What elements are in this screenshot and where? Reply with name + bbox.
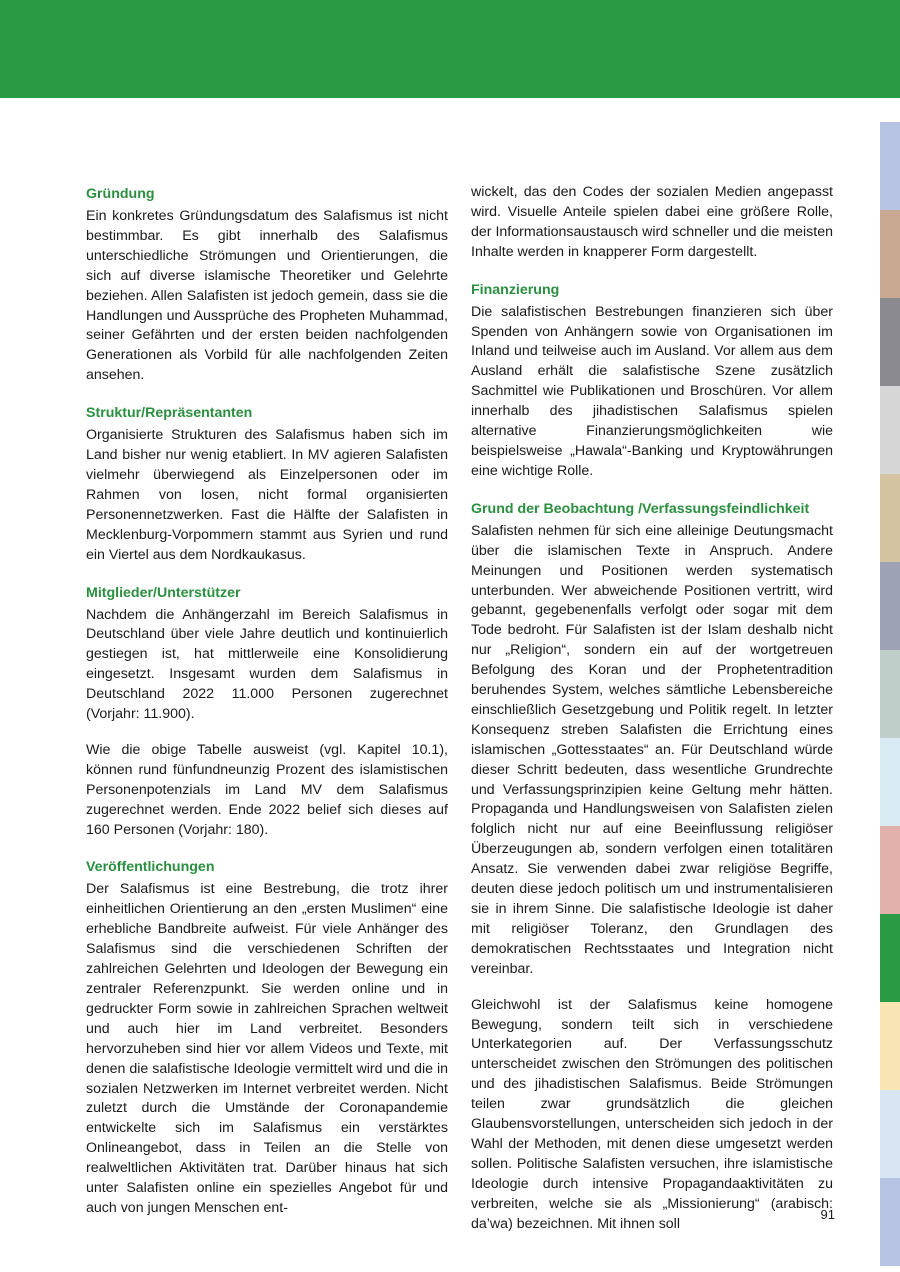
paragraph: Gleichwohl ist der Salafismus keine homogene Bewegung, sondern teilt sich in verschiedene Unterkategorien auf. Der Verfassungsschutz unterscheidet zwischen den Strömungen des politischen und des jihadistischen Salafismus. Beide Strömungen teilen zwar grundsätzlich die gleichen Glaubensvorstellungen, unterscheiden sich jedoch in der Wahl der Methoden, mit denen diese umgesetzt werden sollen. Politische Salafisten versuchen, ihre islamistische Ideologie durch intensive Propagandaaktivitäten zu verbreiten, welche sie als „Missionierung“ (arabisch: da’wa) bezeichnen. Mit ihnen soll: [471, 996, 833, 1232]
chapter-tab[interactable]: [880, 122, 900, 210]
chapter-tab[interactable]: [880, 298, 900, 386]
section-heading: Finanzierung: [471, 281, 560, 298]
section-heading: Struktur/Repräsentanten: [86, 405, 253, 422]
chapter-tab[interactable]: [880, 738, 900, 826]
section-heading: Gründung: [86, 186, 155, 202]
chapter-tab-active[interactable]: [880, 914, 900, 1002]
paragraph: Nachdem die Anhängerzahl im Bereich Salafismus in Deutschland über viele Jahre deutlich und kontinuierlich gestiegen ist, hat mittlerweile eine Konsolidierung eingesetzt. Insgesamt wurden dem Salafismus in Deutschland 2022 11.000 Personen zugerechnet (Vorjahr: 11.900).: [86, 606, 448, 723]
top-banner: [0, 0, 900, 98]
page-number: 91: [820, 1207, 835, 1222]
chapter-tab[interactable]: [880, 474, 900, 562]
chapter-tab[interactable]: [880, 1002, 900, 1090]
paragraph: Organisierte Strukturen des Salafismus haben sich im Land bisher nur wenig etabliert. In MV agieren Salafisten vielmehr überwiegend als Einzelpersonen oder im Rahmen von losen, nicht formal organisierten Personennetzwerken. Fast die Hälfte der Salafisten in Mecklenburg-Vorpommern stammt aus Syrien und rund ein Viertel aus dem Nordkaukasus.: [86, 427, 448, 563]
chapter-tab[interactable]: [880, 1178, 900, 1266]
section-heading: Grund der Beobachtung /Verfassungsfeindlichkeit: [471, 500, 810, 517]
chapter-tab[interactable]: [880, 1090, 900, 1178]
paragraph-continuation: wickelt, das den Codes der sozialen Medien angepasst wird. Visuelle Anteile spielen dabei eine größere Rolle, der Informationsaustausch wird schneller und die meisten Inhalte werden in knapperer Form dargestellt.: [471, 184, 833, 260]
chapter-tab[interactable]: [880, 562, 900, 650]
chapter-tab[interactable]: [880, 386, 900, 474]
section-heading: Mitglieder/Unterstützer: [86, 584, 241, 601]
chapter-tabs: [880, 122, 900, 1272]
paragraph: Salafisten nehmen für sich eine alleinige Deutungsmacht über die islamischen Texte in Anspruch. Andere Meinungen und Positionen werden systematisch unterbunden. Wer abweichende Positionen vertritt, wird gebannt, gegebenenfalls verfolgt oder sogar mit dem Tode bedroht. Für Salafisten ist der Islam deshalb nicht nur „Religion“, sondern ein auf der wortgetreuen Befolgung des Koran und der Prophetentradition beruhendes System, welches sämtliche Lebensbereiche einschließlich Gesetzgebung und Politik regelt. In letzter Konsequenz streben Salafisten die Errichtung eines islamischen „Gottesstaates“ an. Für Deutschland würde dieser Schritt bedeuten, dass wesentliche Grundrechte und Verfassungsprinzipien keine Geltung mehr hätten. Propaganda und Handlungsweisen von Salafisten zielen folglich nicht nur auf eine Beeinflussung religiöser Überzeugungen ab, sondern verfolgen einen totalitären Ansatz. Sie verwenden dabei zwar religiöse Begriffe, deuten diese jedoch politisch um und instrumentalisieren sie in ihrem Sinne. Die salafistische Ideologie ist daher mit religiöser Toleranz, den Grundlagen des demokratischen Rechtsstaates und Integration nicht vereinbar.: [471, 522, 833, 977]
chapter-tab[interactable]: [880, 210, 900, 298]
section-heading: Veröffentlichungen: [86, 859, 215, 876]
chapter-tab[interactable]: [880, 826, 900, 914]
paragraph: Wie die obige Tabelle ausweist (vgl. Kapitel 10.1), können rund fünfundneunzig Prozent des islamistischen Personenpotenzials im Land MV dem Salafismus zugerechnet werden. Ende 2022 belief sich dieses auf 160 Personen (Vorjahr: 180).: [86, 741, 448, 838]
right-column: [471, 183, 833, 1235]
paragraph: Ein konkretes Gründungsdatum des Salafismus ist nicht bestimmbar. Es gibt innerhalb des Salafismus unterschiedliche Strömungen und Orientierungen, die sich auf diverse islamische Theoretiker und Gelehrte beziehen. Allen Salafisten ist jedoch gemein, dass sie die Handlungen und Aussprüche des Propheten Muhammad, seiner Gefährten und der ersten beiden nachfolgenden Generationen als Vorbild für alle nachfolgenden Zeiten ansehen.: [86, 208, 448, 384]
paragraph: Der Salafismus ist eine Bestrebung, die trotz ihrer einheitlichen Orientierung an den „ersten Muslimen“ eine erhebliche Bandbreite aufweist. Für viele Anhänger des Salafismus sind die verschiedenen Schriften der zahlreichen Gelehrten und Ideologen der Bewegung ein zentraler Referenzpunkt. Sie werden online und in gedruckter Form sowie in zahlreichen Sprachen weltweit und auch hier im Land verbreitet. Besonders hervorzuheben sind hier vor allem Videos und Texte, mit denen die salafistische Ideologie vermittelt wird und die in sozialen Netzwerken im Internet verbreitet werden. Nicht zuletzt durch die Umstände der Coronapandemie entwickelte sich im Salafismus ein verstärktes Onlineangebot, dass in Teilen an die Stelle von realweltlichen Aktivitäten trat. Darüber hinaus hat sich unter Salafisten online ein spezielles Angebot für und auch von jungen Menschen ent-: [86, 881, 448, 1216]
left-column: [86, 183, 448, 1219]
chapter-tab[interactable]: [880, 650, 900, 738]
paragraph: Die salafistischen Bestrebungen finanzieren sich über Spenden von Anhängern sowie von Organisationen im Inland und teilweise auch im Ausland. Vor allem aus dem Ausland erhält die salafistische Szene zusätzlich Sachmittel wie Publikationen und Broschüren. Vor allem innerhalb des jihadistischen Salafismus spielen alternative Finanzierungsmöglichkeiten wie beispielsweise „Hawala“-Banking und Kryptowährungen eine wichtige Rolle.: [471, 303, 833, 479]
